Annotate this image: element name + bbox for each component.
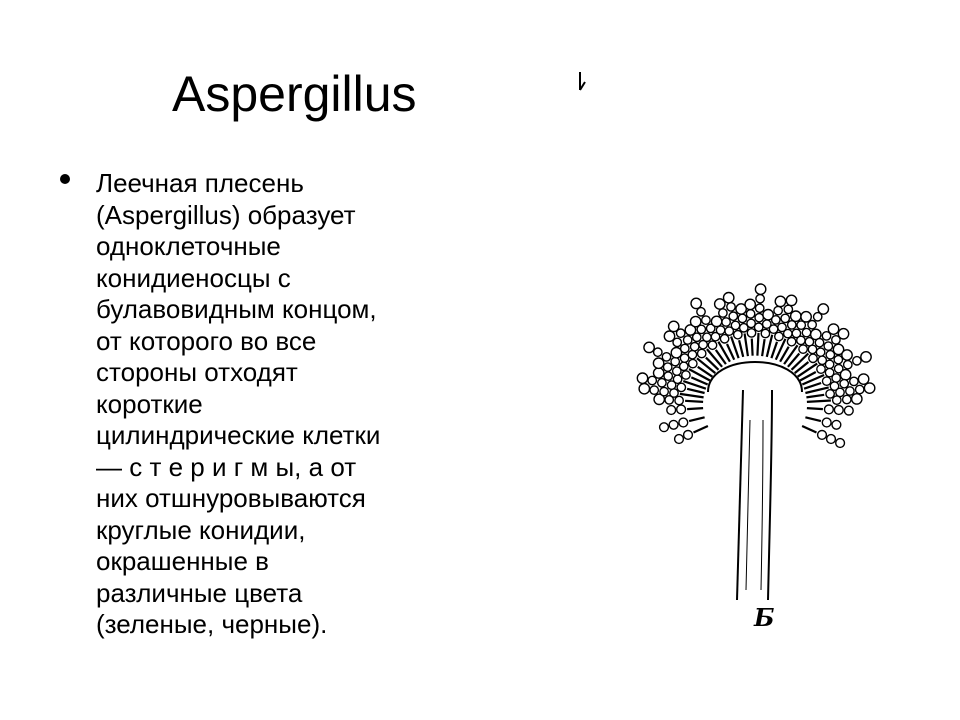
conidium: [677, 405, 686, 414]
conidium: [756, 304, 764, 312]
conidium: [836, 439, 845, 448]
slide-title: Aspergillus: [172, 66, 417, 122]
sterigma: [807, 408, 823, 409]
conidium: [681, 344, 689, 352]
conidium: [787, 338, 795, 346]
sterigma: [752, 339, 753, 356]
conidium: [698, 349, 706, 357]
conidium: [745, 299, 755, 309]
conidium: [817, 365, 825, 373]
conidium: [671, 357, 679, 365]
conidium: [669, 321, 679, 331]
conidium: [815, 339, 823, 347]
conidium: [664, 372, 672, 380]
conidium: [654, 368, 664, 378]
conidium: [722, 318, 730, 326]
bullet-line: Леечная плесень: [96, 168, 304, 198]
sterigma: [792, 354, 809, 370]
conidium: [843, 395, 851, 403]
bullet-line: различные цвета: [96, 577, 303, 608]
conidium: [769, 325, 777, 333]
conidium: [747, 329, 755, 337]
sterigma: [767, 335, 772, 357]
conidium: [824, 342, 832, 350]
conidium: [809, 354, 817, 362]
conidium: [791, 311, 801, 321]
conidium: [702, 316, 710, 324]
sterigma: [680, 394, 704, 398]
bullet-line: (Aspergillus) образует: [96, 199, 356, 230]
bullet-line: одноклеточные: [96, 231, 281, 261]
conidium: [852, 394, 862, 404]
conidium: [808, 345, 816, 353]
conidium: [691, 343, 699, 351]
conidium: [818, 431, 827, 440]
conidium: [664, 363, 672, 371]
conidium: [834, 356, 842, 364]
sterigma: [687, 408, 703, 409]
vesicle-head: [637, 284, 875, 447]
bullet-line: цилиндрические клетки: [96, 420, 381, 450]
conidium: [786, 295, 796, 305]
conidium: [756, 295, 764, 303]
conidium: [673, 375, 681, 383]
conidium: [662, 353, 670, 361]
conidium: [639, 384, 649, 394]
conidium: [660, 423, 669, 432]
conidium: [802, 328, 810, 336]
conidiophore-drawing: [600, 60, 900, 640]
conidium: [684, 431, 693, 440]
conidium: [691, 298, 701, 308]
conidium: [816, 348, 824, 356]
bullet-line: конидиеносцы с: [96, 262, 291, 293]
bullet-line: от которого во все: [96, 325, 317, 356]
bullet-text: [96, 168, 476, 641]
conidiophore-stalk-inner: [761, 420, 763, 590]
conidium: [784, 305, 792, 313]
conidium: [658, 379, 666, 387]
conidium: [832, 374, 840, 382]
conidium: [664, 331, 674, 341]
conidium: [689, 359, 697, 367]
figure-label: Б: [754, 603, 775, 632]
bullet-line: короткие: [96, 388, 203, 419]
conidium: [677, 383, 685, 391]
conidium: [660, 387, 668, 395]
conidium: [684, 336, 692, 344]
conidium: [719, 309, 727, 317]
conidium: [840, 370, 850, 380]
conidium: [755, 323, 763, 331]
conidium: [703, 333, 711, 341]
conidium: [864, 383, 874, 393]
conidium: [720, 335, 728, 343]
bullet-line: стороны отходят: [96, 357, 298, 387]
conidium: [670, 389, 678, 397]
conidium: [774, 306, 782, 314]
conidium: [861, 352, 871, 362]
conidium: [818, 304, 828, 314]
conidium: [833, 396, 841, 404]
conidium: [844, 406, 853, 415]
conidium: [708, 341, 716, 349]
conidium: [842, 350, 852, 360]
conidium: [734, 331, 742, 339]
conidium: [761, 329, 769, 337]
conidium: [667, 406, 676, 415]
sterigma: [697, 358, 715, 373]
conidium: [838, 329, 848, 339]
conidium: [808, 321, 816, 329]
conidium: [755, 314, 763, 322]
sterigma: [784, 345, 797, 364]
conidium: [675, 396, 683, 404]
conidium: [781, 314, 789, 322]
sterigma: [689, 417, 705, 421]
conidium: [825, 360, 833, 368]
aspergillus-illustration: [600, 60, 900, 640]
conidium: [823, 377, 831, 385]
conidium: [797, 336, 805, 344]
conidium: [680, 362, 688, 370]
conidium: [784, 329, 792, 337]
sterigma: [802, 426, 816, 433]
conidium: [850, 377, 858, 385]
conidiophore-stalk-inner: [746, 420, 750, 590]
sterigma: [739, 340, 743, 357]
sterigma: [807, 401, 831, 402]
conidium: [738, 314, 746, 322]
conidium: [644, 342, 654, 352]
conidium: [637, 373, 647, 383]
conidium: [731, 321, 739, 329]
sterigma: [762, 339, 765, 356]
conidium: [826, 390, 834, 398]
conidium: [727, 303, 735, 311]
conidiophore-stalk: [737, 390, 743, 600]
conidium: [755, 284, 765, 294]
conidium: [775, 296, 785, 306]
bullet-dot-icon: [60, 174, 70, 184]
conidium: [822, 418, 831, 427]
conidiophore-stalk: [768, 390, 772, 600]
sterigma: [685, 401, 703, 402]
sterigma: [745, 334, 748, 357]
sterigma: [804, 383, 821, 389]
sterigma: [771, 342, 777, 358]
conidium: [724, 293, 734, 303]
conidium: [682, 371, 690, 379]
stray-mark-icon: [574, 70, 588, 94]
conidium: [669, 420, 678, 429]
conidium: [653, 358, 663, 368]
conidium: [650, 386, 658, 394]
conidium: [772, 316, 780, 324]
conidium: [856, 385, 864, 393]
conidium: [679, 418, 688, 427]
conidium: [834, 406, 843, 415]
bullet-line: (зеленые, черные).: [96, 609, 328, 639]
sterigma: [805, 417, 821, 421]
bullet-line: них отшнуровываются: [96, 483, 366, 513]
sterigma: [694, 426, 708, 433]
sterigma: [806, 395, 824, 398]
conidium: [675, 435, 684, 444]
conidium: [840, 380, 848, 388]
bullet-line: — с т е р и г м ы, а от: [96, 451, 357, 482]
conidium: [844, 361, 852, 369]
bullet-line: круглые конидии,: [96, 514, 306, 545]
conidium: [654, 348, 662, 356]
conidium: [825, 405, 834, 414]
conidium: [827, 435, 836, 444]
conidium: [846, 387, 854, 395]
conidium: [775, 332, 783, 340]
conidium: [853, 357, 861, 365]
bullet-line: окрашенные в: [96, 546, 269, 576]
conidium: [746, 310, 754, 318]
sterigma: [757, 333, 758, 356]
conidium: [828, 324, 838, 334]
bullet-line: булавовидным концом,: [96, 294, 377, 324]
conidium: [799, 345, 807, 353]
sterigma: [687, 389, 705, 393]
conidium: [832, 420, 841, 429]
sterigma: [798, 364, 818, 377]
conidium: [711, 316, 721, 326]
sterigma: [707, 349, 722, 367]
conidium: [688, 351, 696, 359]
conidium: [691, 316, 701, 326]
conidium: [729, 312, 737, 320]
